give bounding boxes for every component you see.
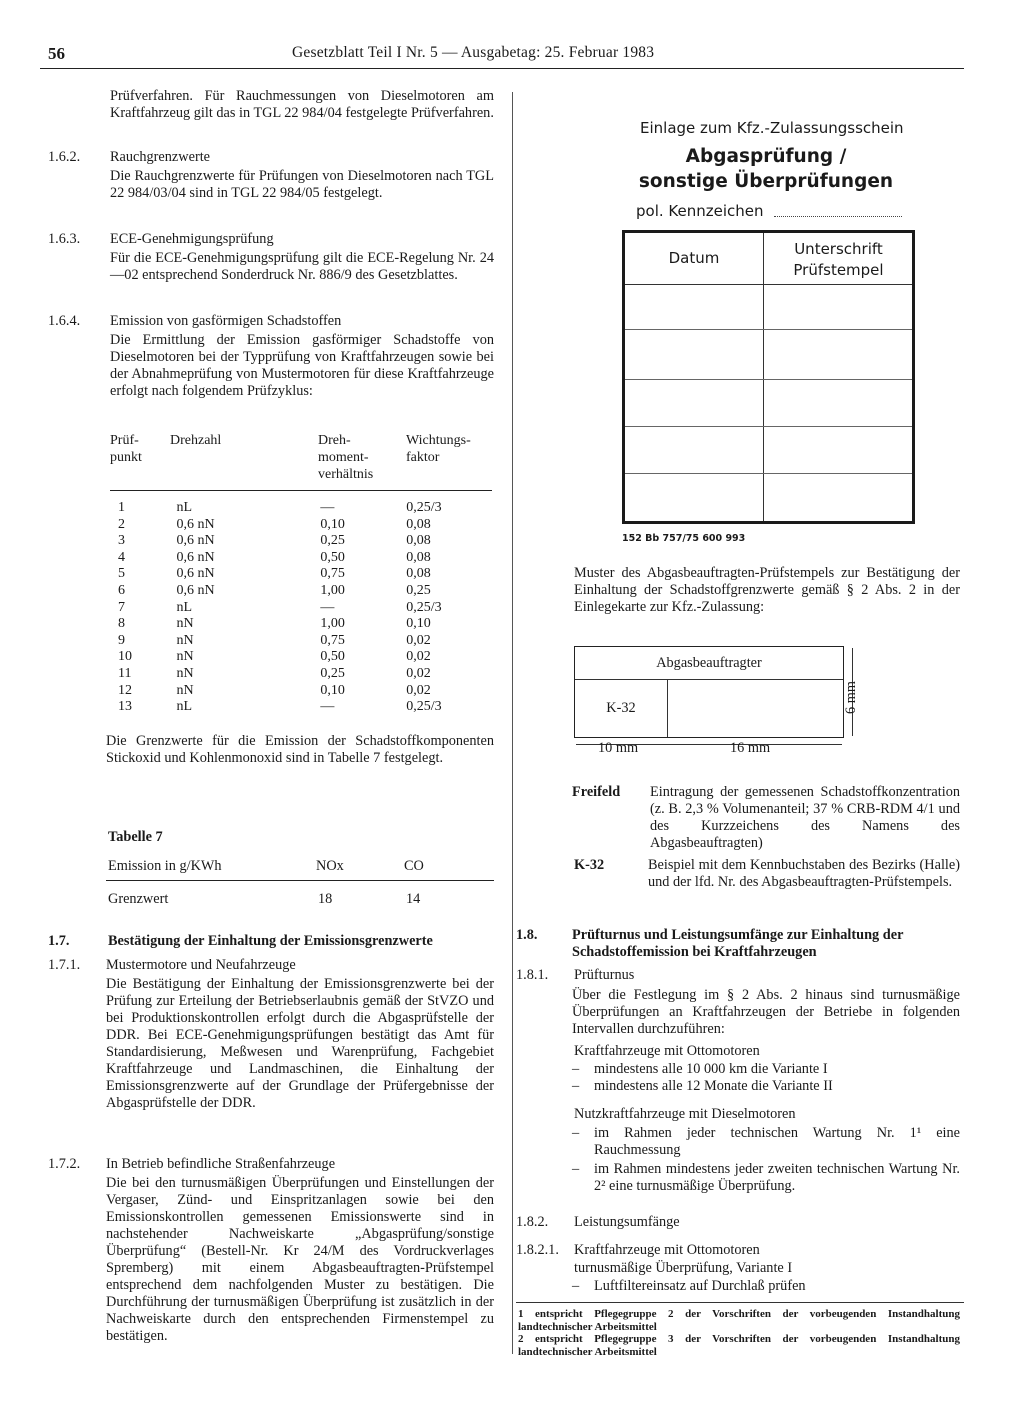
cycle-table-row (110, 550, 450, 567)
card-header-rule (625, 284, 912, 285)
stamp-label-k32: K-32 (606, 700, 636, 716)
cell-drehmoment: 0,50 (320, 649, 345, 665)
footnote-rule (516, 1302, 964, 1303)
col-header-drehmoment: Dreh- moment- verhältnis (318, 433, 374, 482)
cell-pruefpunkt: 8 (118, 616, 125, 632)
section-1-6-3-number: 1.6.3. (48, 231, 81, 247)
cell-drehzahl: nN (176, 632, 194, 648)
cell-pruefpunkt: 11 (118, 665, 132, 681)
stamp-inner-divider (667, 679, 668, 737)
leistung-list (572, 1278, 960, 1295)
table-7-col-nox: NOx (316, 858, 344, 874)
cell-drehmoment: — (320, 500, 335, 515)
cell-pruefpunkt: 13 (118, 699, 132, 715)
cell-drehmoment: 0,50 (320, 549, 345, 565)
cell-pruefpunkt: 7 (118, 599, 125, 615)
cell-drehmoment: 0,25 (320, 533, 345, 549)
card-table (622, 230, 915, 524)
cycle-table-row (110, 649, 450, 666)
def-freifeld-text: Eintragung der gemessenen Schadstoffkonzentration (z. B. 2,3 % Volumenanteil; 37 % CRB-RDM 4/1 und des Kurzzeichens des Namens des Abgasbeauftragten) (650, 784, 960, 851)
column-divider (512, 92, 513, 1354)
def-k32-text: Beispiel mit dem Kennbuchstaben des Bezirks (Halle) und der lfd. Nr. des Abgasbeauftragten-Prüfstempels. (648, 857, 960, 890)
table-7-col-co: CO (404, 858, 424, 874)
intro-paragraph: Prüfverfahren. Für Rauchmessungen von Dieselmotoren am Kraftfahrzeug gilt das in TGL 22 984/04 festgelegte Prüfverfahren. (110, 88, 494, 121)
cell-drehzahl: 0,6 nN (176, 516, 215, 532)
cycle-table-row (110, 566, 450, 583)
cell-drehzahl: nL (176, 699, 193, 715)
diesel-item: – im Rahmen jeder technischen Wartung Nr. 1¹ eine Rauchmessung (572, 1125, 960, 1158)
section-1-6-3-title: ECE-Genehmigungsprüfung (110, 231, 274, 247)
cycle-table-row (110, 683, 450, 700)
cell-pruefpunkt: 9 (118, 632, 125, 648)
section-1-6-4-body: Die Ermittlung der Emission gasförmiger Schadstoffe von Dieselmotoren bei der Typprüfung von Kraftfahrzeugen sowie bei der Abnahmeprüfung von Mustermotoren für diese Kraftfahrzeuge erfolgt nach folgendem Prüfzyklus: (110, 332, 494, 399)
cycle-table-row (110, 699, 450, 716)
cell-wichtung: 0,25/3 (406, 500, 442, 515)
cell-pruefpunkt: 3 (118, 533, 125, 549)
card-row-rule (625, 379, 912, 380)
cell-drehzahl: nN (176, 665, 194, 681)
test-cycle-table (110, 432, 494, 716)
dim-height-label: 6 mm (843, 681, 859, 714)
cell-pruefpunkt: 5 (118, 566, 125, 582)
diesel-title: Nutzkraftfahrzeuge mit Dieselmotoren (574, 1106, 796, 1122)
diesel-item: – im Rahmen mindestens jeder zweiten technischen Wartung Nr. 2² eine turnusmäßige Überprüfung. (572, 1161, 960, 1194)
cell-wichtung: 0,08 (406, 533, 431, 549)
def-k32-term: K-32 (574, 857, 605, 873)
cell-pruefpunkt: 4 (118, 549, 125, 565)
dim-width-1: 10 mm (598, 740, 639, 756)
cell-wichtung: 0,02 (406, 649, 431, 665)
cell-drehmoment: 0,10 (320, 682, 345, 698)
header-rule (40, 68, 964, 69)
cycle-table-row (110, 583, 450, 600)
dim-width-2: 16 mm (730, 740, 771, 756)
cell-pruefpunkt: 2 (118, 516, 125, 532)
stamp-inner-rule (575, 679, 843, 680)
cell-wichtung: 0,25/3 (406, 699, 442, 715)
cycle-table-row (110, 633, 450, 650)
table-7-nox-value: 18 (318, 891, 333, 907)
cycle-table-row (110, 616, 450, 633)
section-1-8-2-title: Leistungsumfänge (574, 1214, 680, 1230)
otto-item: – mindestens alle 12 Monate die Variante II (572, 1078, 833, 1094)
cycle-table-row (110, 517, 450, 534)
cycle-table-body (110, 500, 450, 716)
cell-drehmoment: 1,00 (320, 616, 345, 632)
stamp-intro: Muster des Abgasbeauftragten-Prüfstempels zur Bestätigung der Einhaltung der Schadstoffgrenzwerte gemäß § 2 Abs. 2 in der Einlegekarte zur Kfz.-Zulassung: (574, 565, 960, 615)
section-1-8-2-1-number: 1.8.2.1. (516, 1242, 559, 1258)
section-1-8-2-number: 1.8.2. (516, 1214, 549, 1230)
card-title-line1: Abgasprüfung / (685, 146, 847, 167)
page-header-title: Gesetzblatt Teil I Nr. 5 — Ausgabetag: 25. Februar 1983 (292, 44, 655, 61)
cell-wichtung: 0,02 (406, 682, 431, 698)
section-1-7-2-body: Die bei den turnusmäßigen Überprüfungen und Einstellungen der Vergaser, Zünd- und Einspritzanlagen sowie bei den Emissionskontrollen gemessenen Emissionswerte sind in nachstehender Nachweiskarte „Abgasprüfung/sonstige Überprüfung“ (Bestell-Nr. Kr 24/M des Vordruckverlages Spremberg) mit einem Abgasbeauftragten-Prüfstempel entsprechend dem nachfolgenden Muster zu bestätigen. Die Durchführung der turnusmäßigen Überprüfung ist zusätzlich in der Nachweiskarte durch den entsprechenden Firmenstempel zu bestätigen. (106, 1175, 494, 1344)
cell-drehmoment: 0,75 (320, 632, 345, 648)
after-table-paragraph: Die Grenzwerte für die Emission der Schadstoffkomponenten Stickoxid und Kohlenmonoxid sind in Tabelle 7 festgelegt. (106, 733, 494, 766)
section-1-7-1-number: 1.7.1. (48, 957, 81, 973)
cell-wichtung: 0,10 (406, 616, 431, 632)
cycle-table-row (110, 666, 450, 683)
cell-drehzahl: 0,6 nN (176, 582, 215, 598)
col-header-drehzahl: Drehzahl (170, 433, 222, 448)
table-7-row-grenzwert: Grenzwert (108, 891, 169, 907)
cell-drehzahl: nL (176, 599, 193, 615)
cell-pruefpunkt: 6 (118, 582, 125, 598)
section-1-8-2-1-line1: Kraftfahrzeuge mit Ottomotoren (574, 1242, 760, 1258)
section-1-7-title: Bestätigung der Einhaltung der Emissionsgrenzwerte (108, 933, 433, 949)
card-col-unterschrift: Unterschrift Prüfstempel (793, 240, 884, 279)
col-header-wichtung: Wichtungs- faktor (406, 433, 471, 465)
section-1-8-1-title: Prüfturnus (574, 967, 635, 983)
section-1-6-4-title: Emission von gasförmigen Schadstoffen (110, 313, 342, 329)
cell-drehmoment: 0,75 (320, 566, 345, 582)
cell-drehmoment: 0,10 (320, 516, 345, 532)
cell-pruefpunkt: 1 (118, 500, 125, 515)
leistung-item: – Luftfiltereinsatz auf Durchlaß prüfen (572, 1278, 806, 1294)
section-1-8-2-1-line2: turnusmäßige Überprüfung, Variante I (574, 1260, 793, 1276)
otto-list (572, 1061, 960, 1095)
stamp-sample (574, 646, 844, 738)
card-col-datum: Datum (668, 249, 720, 267)
card-column-divider (763, 233, 764, 521)
section-1-6-4-number: 1.6.4. (48, 313, 81, 329)
cycle-table-row (110, 500, 450, 517)
section-1-7-1-title: Mustermotore und Neufahrzeuge (106, 957, 296, 973)
table-7-col-emission: Emission in g/KWh (108, 858, 222, 874)
cell-drehmoment: 0,25 (320, 665, 345, 681)
card-row-rule (625, 426, 912, 427)
plate-dotted-line (774, 216, 902, 217)
diesel-list (572, 1125, 960, 1195)
table-7-title: Tabelle 7 (108, 829, 163, 845)
cell-drehzahl: nN (176, 616, 194, 632)
cell-wichtung: 0,02 (406, 632, 431, 648)
table-header-rule (110, 490, 492, 491)
cycle-table-row (110, 600, 450, 617)
card-header-line: Einlage zum Kfz.-Zulassungsschein (640, 119, 904, 137)
section-1-8-number: 1.8. (516, 927, 538, 943)
cell-drehmoment: 1,00 (320, 582, 345, 598)
cell-wichtung: 0,02 (406, 665, 431, 681)
card-order-number: 152 Bb 757/75 600 993 (622, 533, 746, 544)
section-1-7-2-number: 1.7.2. (48, 1156, 81, 1172)
section-1-6-3-body: Für die ECE-Genehmigungsprüfung gilt die ECE-Regelung Nr. 24—02 entsprechend Sonderdruck Nr. 886/9 des Gesetzblattes. (110, 250, 494, 283)
cell-drehzahl: 0,6 nN (176, 549, 215, 565)
cell-drehzahl: nN (176, 682, 194, 698)
table-7 (106, 852, 494, 905)
section-1-6-2-number: 1.6.2. (48, 149, 81, 165)
cell-drehzahl: 0,6 nN (176, 566, 215, 582)
section-1-8-1-number: 1.8.1. (516, 967, 549, 983)
cell-drehzahl: 0,6 nN (176, 533, 215, 549)
plate-label: pol. Kennzeichen (636, 202, 764, 220)
otto-title: Kraftfahrzeuge mit Ottomotoren (574, 1043, 760, 1059)
cell-wichtung: 0,25 (406, 582, 431, 598)
table-7-co-value: 14 (406, 891, 421, 907)
footnote-1: 1 entspricht Pflegegruppe 2 der Vorschriften der vorbeugenden Instandhaltung landtechnischer Arbeitsmittel (518, 1308, 960, 1333)
card-row-rule (625, 473, 912, 474)
section-1-7-number: 1.7. (48, 933, 70, 949)
col-header-pruefpunkt: Prüf- punkt (110, 433, 142, 465)
cell-drehzahl: nL (176, 500, 193, 515)
cell-drehzahl: nN (176, 649, 194, 665)
otto-item: – mindestens alle 10 000 km die Variante I (572, 1061, 828, 1077)
cell-pruefpunkt: 12 (118, 682, 132, 698)
cell-wichtung: 0,25/3 (406, 599, 442, 615)
cell-drehmoment: — (320, 699, 335, 715)
card-title-line2: sonstige Überprüfungen (638, 171, 894, 192)
stamp-label-abgasbeauftragter: Abgasbeauftragter (656, 655, 762, 671)
page-number: 56 (48, 44, 65, 63)
footnote-2: 2 entspricht Pflegegruppe 3 der Vorschriften der vorbeugenden Instandhaltung landtechnischer Arbeitsmittel (518, 1333, 960, 1358)
def-freifeld-term: Freifeld (572, 784, 621, 800)
section-1-7-1-body: Die Bestätigung der Einhaltung der Emissionsgrenzwerte bei der Prüfung zur Erteilung der Betriebserlaubnis gemäß der StVZO und bei Produktionskontrollen erfolgt durch die Abgasprüfstelle der DDR. Bei ECE-Genehmigungsprüfungen bestätigt das Amt für Standardisierung, Meßwesen und Warenprüfung, Fachgebiet Kraftfahrzeuge und Landmaschinen, die Einhaltung der Emissionsgrenzwerte auf der Grundlage der Prüfergebnisse der Abgasprüfstelle der DDR. (106, 976, 494, 1111)
section-1-6-2-title: Rauchgrenzwerte (110, 149, 211, 165)
section-1-8-1-body: Über die Festlegung im § 2 Abs. 2 hinaus sind turnusmäßige Überprüfungen an Kraftfahrzeugen der Betriebe in folgenden Intervallen durchzuführen: (572, 987, 960, 1037)
cell-pruefpunkt: 10 (118, 649, 132, 665)
cell-wichtung: 0,08 (406, 549, 431, 565)
cell-drehmoment: — (320, 599, 335, 615)
section-1-7-2-title: In Betrieb befindliche Straßenfahrzeuge (106, 1156, 336, 1172)
section-1-6-2-body: Die Rauchgrenzwerte für Prüfungen von Dieselmotoren nach TGL 22 984/03/04 sind in TGL 22 984/05 festgelegt. (110, 168, 494, 201)
section-1-8-title: Prüfturnus und Leistungsumfänge zur Einhaltung der Schadstoffemission bei Kraftfahrzeugen (572, 927, 904, 960)
cell-wichtung: 0,08 (406, 566, 431, 582)
cell-wichtung: 0,08 (406, 516, 431, 532)
card-row-rule (625, 329, 912, 330)
cycle-table-row (110, 533, 450, 550)
